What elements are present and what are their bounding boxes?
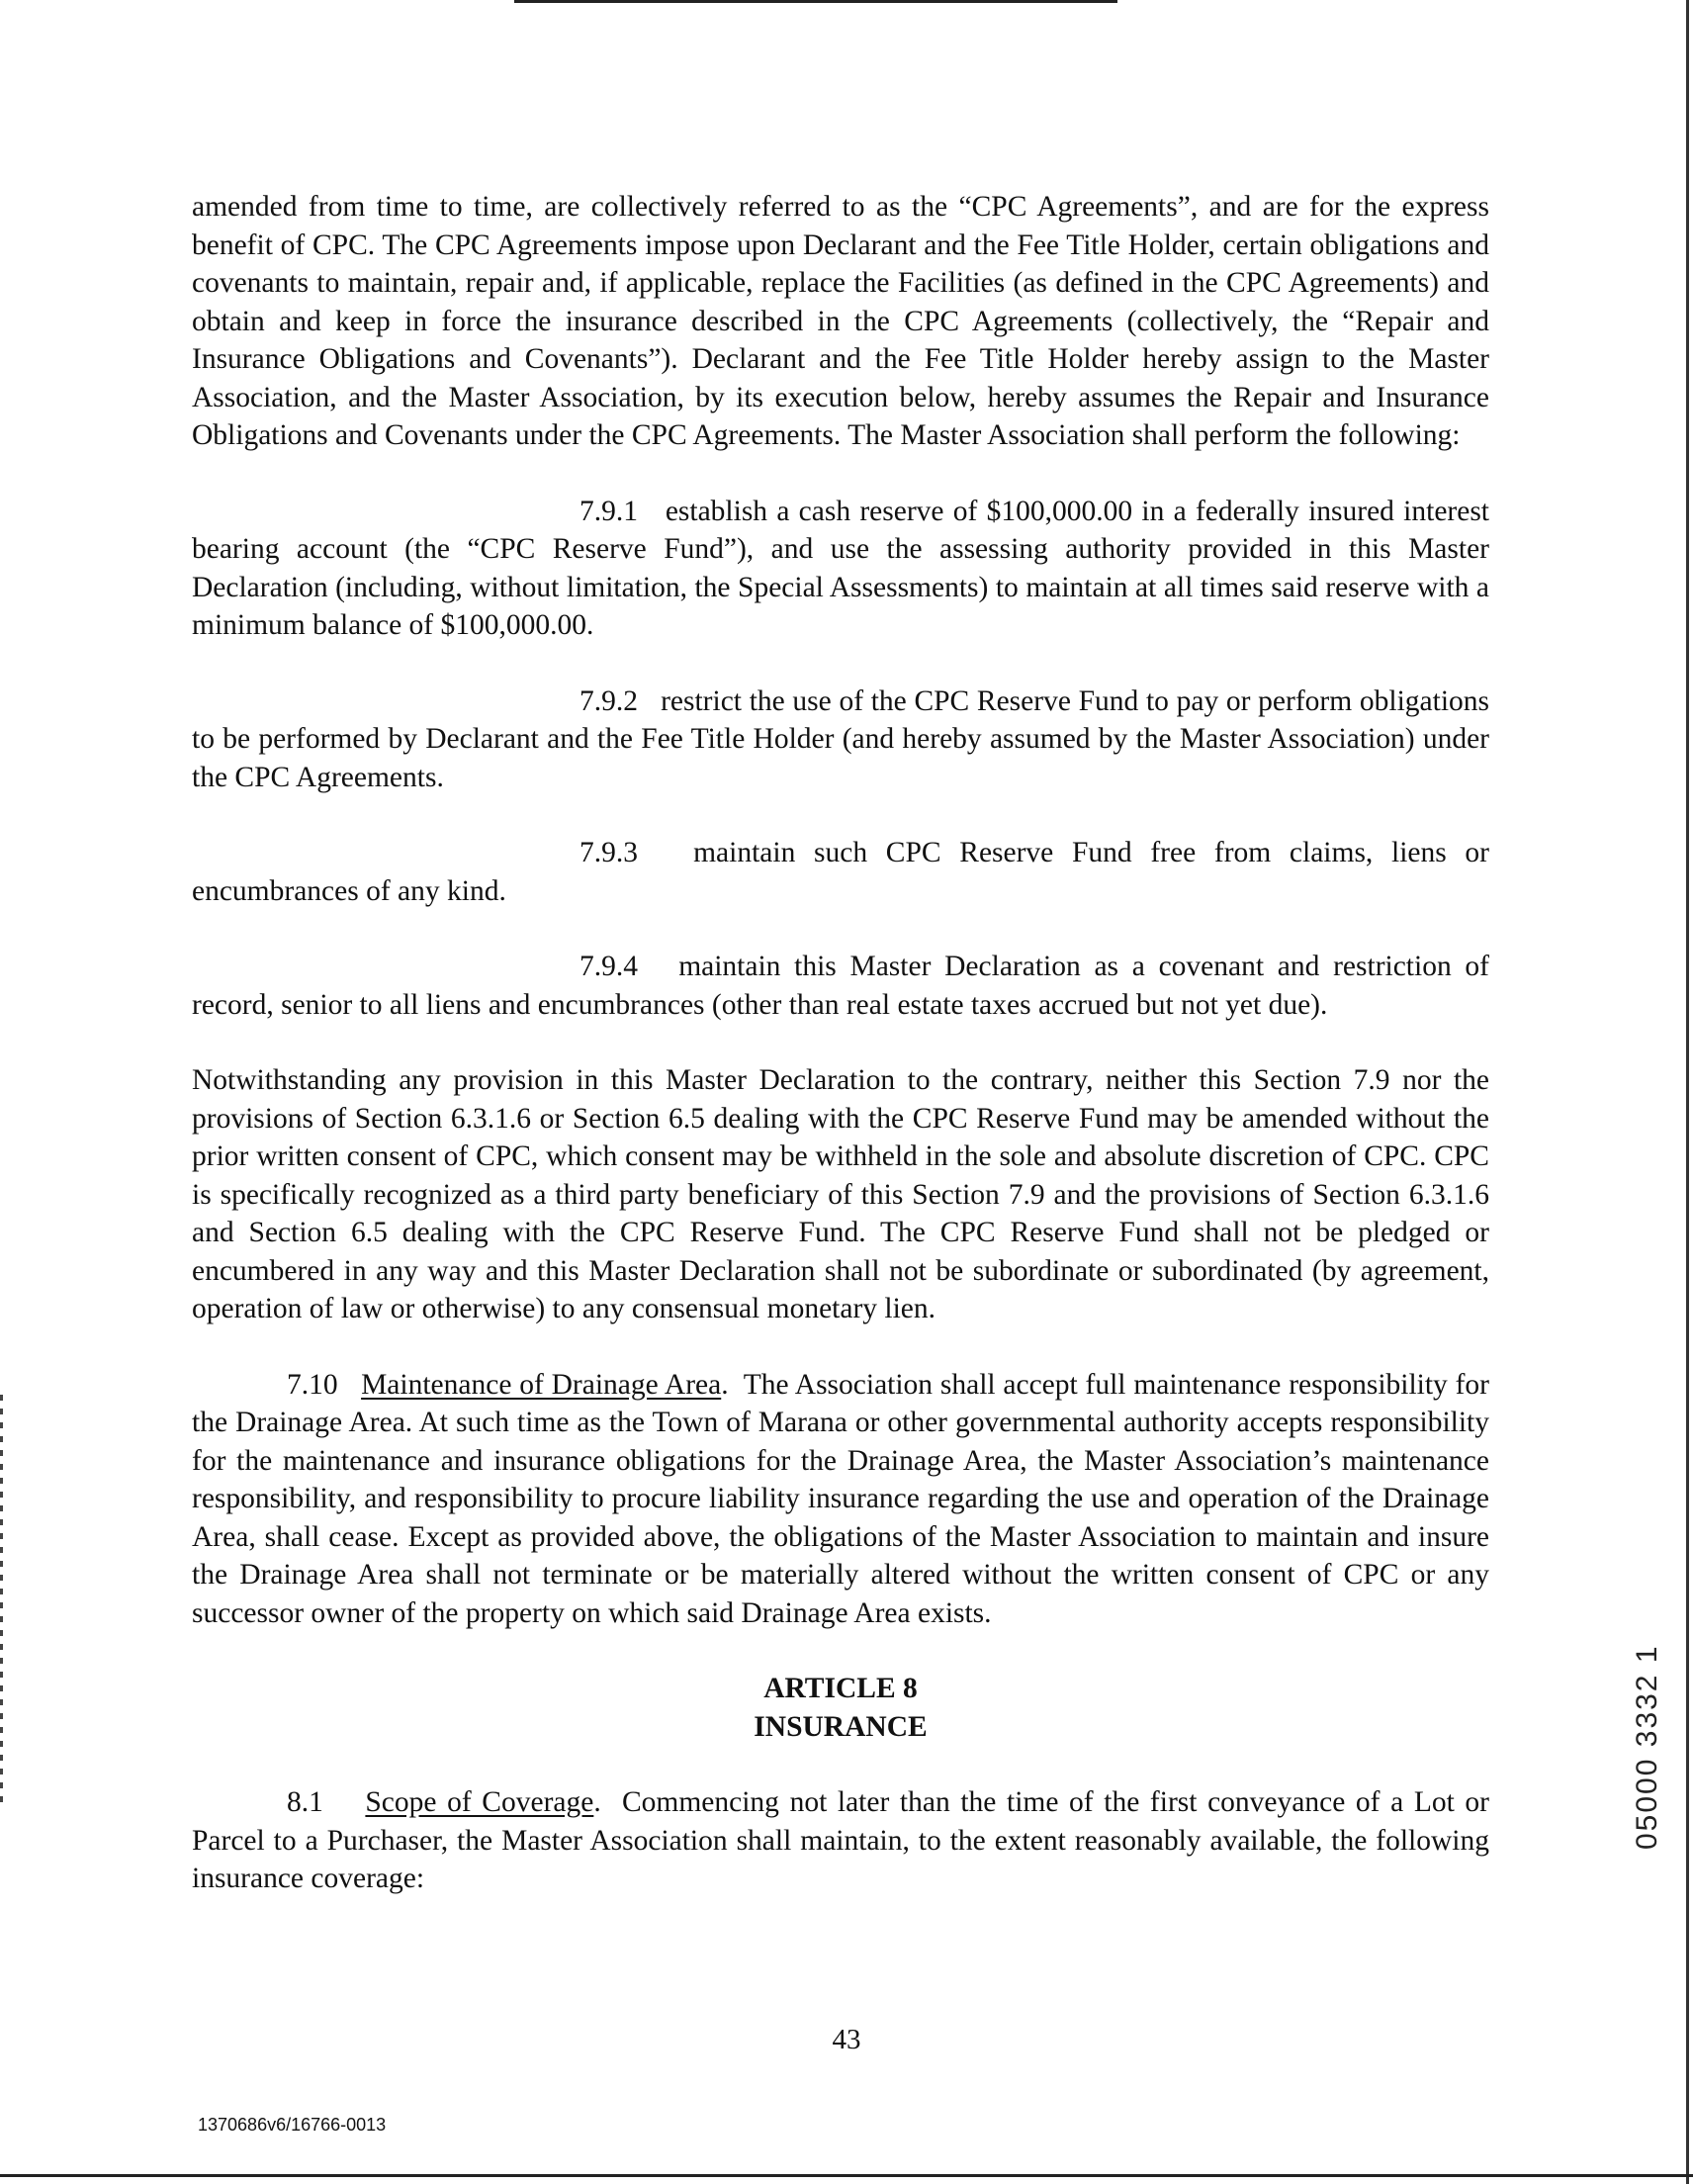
subsection-number: 7.9.4	[579, 951, 638, 982]
subsection-text: maintain this Master Declaration as a covenant and restriction of record, senior to all liens and encumbrances (other than real estate taxes accrued but not yet due).	[192, 951, 1489, 1021]
intro-paragraph: amended from time to time, are collectively referred to as the “CPC Agreements”, and are for the express benefit of CPC. The CPC Agreements impose upon Declarant and the Fee Title Holder, certain obligations and covenants to maintain, repair and, if applicable, replace the Facilities (as defined in the CPC Agreements) and obtain and keep in force the insurance described in the CPC Agreements (collectively, the “Repair and Insurance Obligations and Covenants”). Declarant and the Fee Title Holder hereby assign to the Master Association, and the Master Association, by its execution below, hereby assumes the Repair and Insurance Obligations and Covenants under the CPC Agreements. The Master Association shall perform the following:	[192, 191, 1489, 451]
subsection-7-9-1	[192, 493, 1489, 645]
notwithstanding-paragraph: Notwithstanding any provision in this Master Declaration to the contrary, neither this Section 7.9 nor the provisions of Section 6.3.1.6 or Section 6.5 dealing with the CPC Reserve Fund may be amended without the prior written consent of CPC, which consent may be withheld in the sole and absolute discretion of CPC. CPC is specifically recognized as a third party beneficiary of this Section 7.9 and the provisions of Section 6.3.1.6 and Section 6.5 dealing with the CPC Reserve Fund. The CPC Reserve Fund shall not be pledged or encumbered in any way and this Master Declaration shall not be subordinate or subordinated (by agreement, operation of law or otherwise) to any consensual monetary lien.	[192, 1064, 1489, 1324]
section-number: 8.1	[287, 1786, 323, 1818]
subsection-number: 7.9.3	[579, 837, 638, 868]
right-scan-edge	[1686, 0, 1689, 2184]
subsection-number: 7.9.2	[579, 684, 638, 717]
section-text: The Association shall accept full maintenance responsibility for the Drainage Area. At such time as the Town of Marana or other governmental authority accepts responsibility for the maintenance and insurance obligations for the Drainage Area, the Master Association’s maintenance responsibility, and responsibility to procure liability insurance regarding the use and operation of the Drainage Area, shall cease. Except as provided above, the obligations of the Master Association to maintain and insure the Drainage Area shall not terminate or be materially altered without the written consent of CPC or any successor owner of the property on which said Drainage Area exists.	[192, 1368, 1490, 1629]
section-7-10: 7.10 Maintenance of Drainage Area. The Association shall accept full maintenance responsibility for the Drainage Area. At such time as the Town of Marana or other governmental authority accepts responsibility for the maintenance and insurance obligations for the Drainage Area, the Master Association’s maintenance responsibility, and responsibility to procure liability insurance regarding the use and operation of the Drainage Area, shall cease. Except as provided above, the obligations of the Master Association to maintain and insure the Drainage Area shall not terminate or be materially altered without the written consent of CPC or any successor owner of the property on which said Drainage Area exists.	[192, 1368, 1490, 1629]
section-number: 7.10	[287, 1368, 338, 1401]
subsection-text: maintain such CPC Reserve Fund free from claims, liens or encumbrances of any kind.	[192, 837, 1489, 907]
recording-stamp-text: 05000 3332 1	[1631, 1644, 1663, 1850]
subsection-text: restrict the use of the CPC Reserve Fund to pay or perform obligations to be performed by Declarant and the Fee Title Holder (and hereby assumed by the Master Association) under the CPC Agreements.	[192, 684, 1489, 793]
article-subtitle: INSURANCE	[754, 1710, 928, 1743]
section-heading: Scope of Coverage	[365, 1786, 594, 1818]
document-body	[192, 188, 1489, 1898]
subsection-text: establish a cash reserve of $100,000.00 in a federally insured interest bearing account (the “CPC Reserve Fund”), and use the assessing authority provided in this Master Declaration (including, without limitation, the Special Assessments) to maintain at all times said reserve with a minimum balance of $100,000.00.	[192, 495, 1490, 641]
page-number: 43	[832, 2024, 861, 2055]
subsection-7-9-2	[192, 682, 1489, 797]
subsection-7-9-4	[192, 948, 1489, 1024]
section-8-1: 8.1 Scope of Coverage. Commencing not later than the time of the first conveyance of a Lot or Parcel to a Purchaser, the Master Association shall maintain, to the extent reasonably available, the following insurance coverage:	[192, 1786, 1490, 1894]
document-id: 1370686v6/16766-0013	[198, 2115, 387, 2135]
subsection-7-9-3	[192, 834, 1489, 910]
article-title: ARTICLE 8	[763, 1673, 918, 1704]
recording-stamp	[1587, 1602, 1663, 1850]
subsection-number: 7.9.1	[579, 495, 638, 527]
left-scan-ticks	[0, 1395, 3, 1810]
section-text: Commencing not later than the time of the first conveyance of a Lot or Parcel to a Purchaser, the Master Association shall maintain, to the extent reasonably available, the following insurance coverage:	[192, 1786, 1490, 1894]
article-heading	[192, 1670, 1489, 1746]
top-scan-rule	[514, 0, 1117, 3]
section-heading: Maintenance of Drainage Area	[361, 1368, 722, 1401]
bottom-scan-rule	[0, 2174, 1693, 2177]
